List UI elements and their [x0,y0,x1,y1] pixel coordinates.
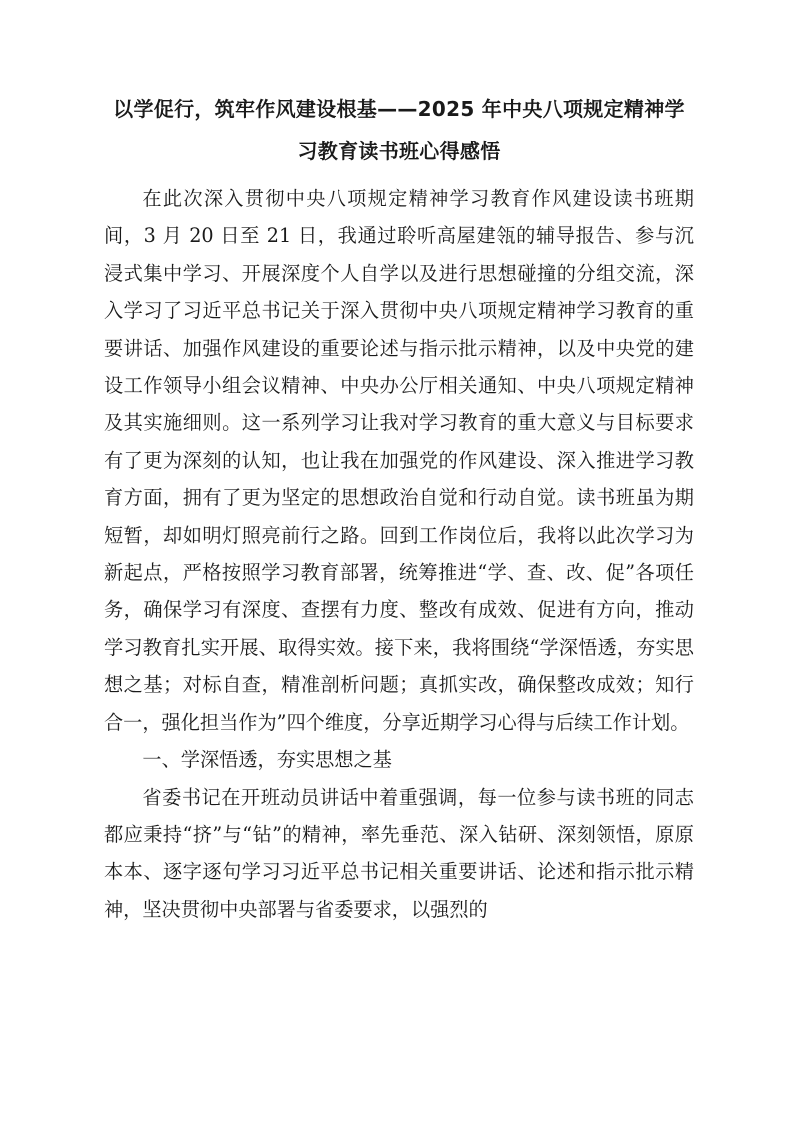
body-paragraph-intro: 在此次深入贯彻中央八项规定精神学习教育作风建设读书班期间，3 月 20 日至 21 日，我通过聆听高屋建瓴的辅导报告、参与沉浸式集中学习、开展深度个人自学以及进行思想碰撞的分组交流，深入学习了习近平总书记关于深入贯彻中央八项规定精神学习教育的重要讲话、加强作风建设的重要论述与指示批示精神，以及中央党的建设工作领导小组会议精神、中央办公厅相关通知、中央八项规定精神及其实施细则。这一系列学习让我对学习教育的重大意义与目标要求有了更为深刻的认知，也让我在加强党的作风建设、深入推进学习教育方面，拥有了更为坚定的思想政治自觉和行动自觉。读书班虽为期短暂，却如明灯照亮前行之路。回到工作岗位后，我将以此次学习为新起点，严格按照学习教育部署，统筹推进“学、查、改、促”各项任务，确保学习有深度、查摆有力度、整改有成效、促进有方向，推动学习教育扎实开展、取得实效。接下来，我将围绕“学深悟透，夯实思想之基；对标自查，精准剖析问题；真抓实改，确保整改成效；知行合一，强化担当作为”四个维度，分享近期学习心得与后续工作计划。 [104,187,694,734]
title-line-2: 习教育读书班心得感悟 [297,139,501,163]
document-title [104,88,694,172]
document-page [104,88,694,928]
body-paragraph-section1: 省委书记在开班动员讲话中着重强调，每一位参与读书班的同志都应秉持“挤”与“钻”的精神，率先垂范、深入钻研、深刻领悟，原原本本、逐字逐句学习习近平总书记相关重要讲话、论述和指示批示精神，坚决贯彻中央部署与省委要求，以强烈的 [104,785,694,921]
title-line-1: 以学促行，筑牢作风建设根基——2025 年中央八项规定精神学 [113,97,685,121]
section-heading-1: 一、学深悟透，夯实思想之基 [142,748,392,772]
